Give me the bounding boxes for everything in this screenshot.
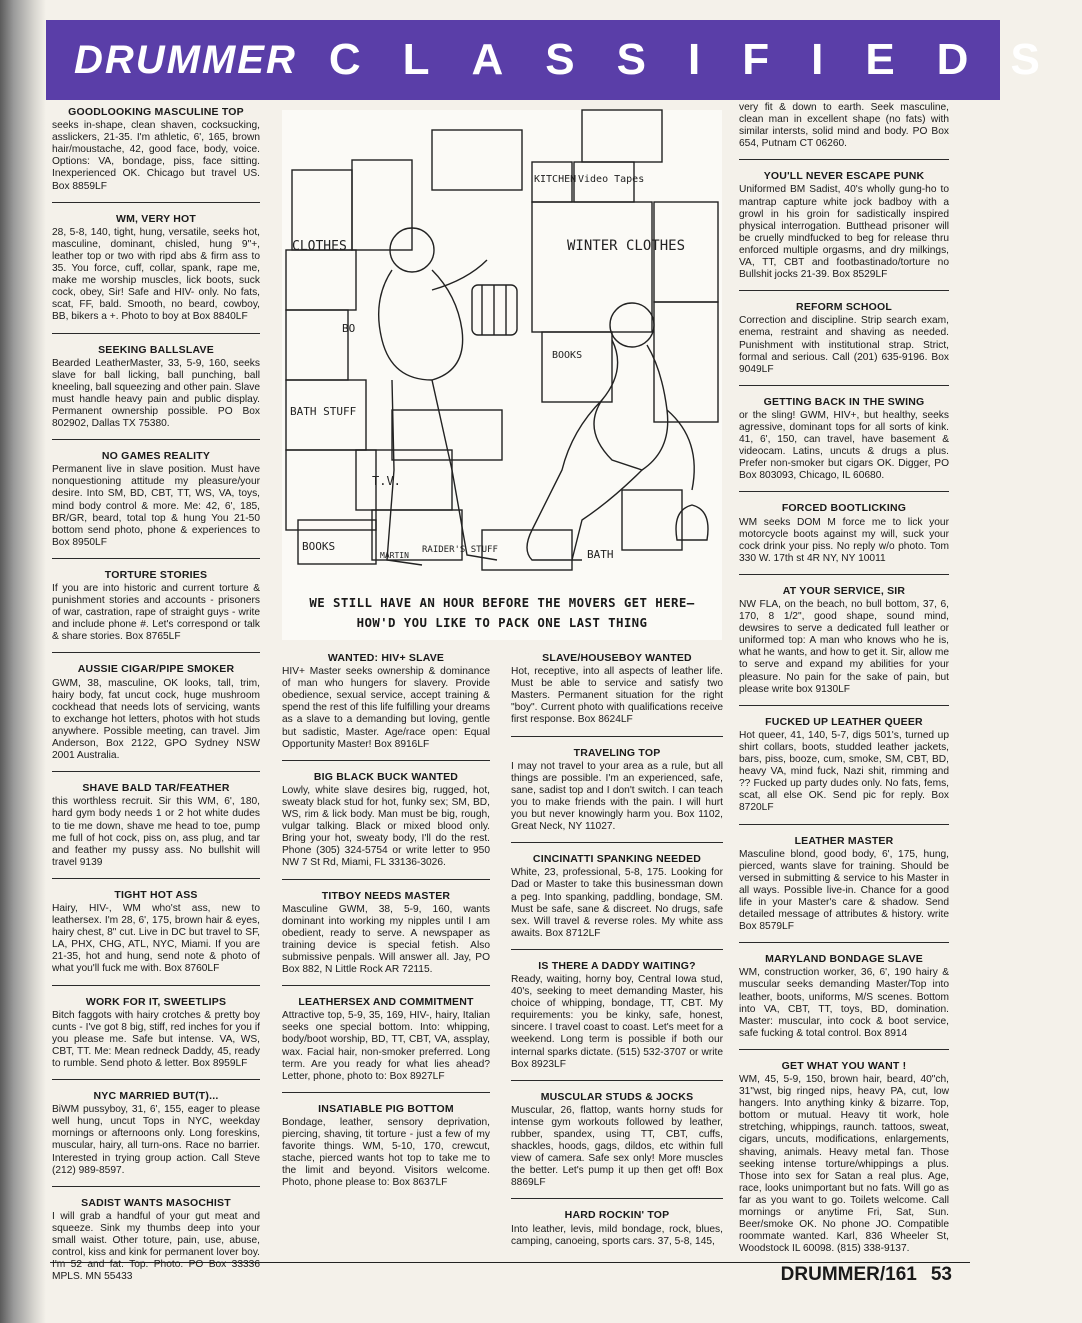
ad-body: Into leather, levis, mild bondage, rock, blues, camping, canoeing, sports cars. 37, 5-8, 145, (511, 1223, 723, 1247)
classified-ad (739, 396, 949, 483)
label-raiders-stuff: RAIDER'S STUFF (422, 545, 498, 555)
classified-ad (511, 853, 723, 940)
ad-body: Bondage, leather, sensory deprivation, piercing, shaving, tit torture - just a few of my favorite things. WM, 5-10, 170, crewcut, stache, pierced wants hot top to take me to the limit and beyond. Visitors welcome. Photo, phone please to: Box 8637LF (282, 1116, 490, 1189)
ad-body: Masculine GWM, 38, 5-9, 160, wants dominant into working my nipples until I am obedient, ready to serve. A newspaper as training device is special fetish. Also submissive penpals. Will answer all. Jay, PO Box 882, N Little Rock AR 72115. (282, 903, 490, 976)
ad-body: NW FLA, on the beach, no bull bottom, 37, 6, 170, 8 1/2", good shape, sound mind, dewsires to serve a dedicated full leather or uniformed top: A man who knows who he is, what he wants, and how to get it. Sir, allow me to serve and expand my abilities for your pleasure. No pain for the sake of pain, but please write box 9130LF (739, 599, 949, 695)
ad-body: BiWM pussyboy, 31, 6', 155, eager to please well hung, uncut Tops in NYC, weekday mornings or afternoons only. Long foreskins, muscular, hairy, all turn-ons. Race no barrier. Interested in trying group action. Call Steve (212) 989-8597. (52, 1104, 260, 1176)
classified-ad (282, 771, 490, 870)
ad-body: HIV+ Master seeks ownership & dominance of man who hungers for slavery. Provide obedience, sexual service, accept training & spend the rest of this life fulfilling your dreams as a slave to a demanding but loving, gentle but sadistic, Master. Age/race open: Equal Opportunity Master! Box 8916LF (282, 666, 490, 750)
page-footer (767, 1264, 952, 1286)
label-bath-stuff: BATH STUFF (290, 405, 357, 418)
classified-ad (739, 502, 949, 564)
ad-body: Permanent live in slave position. Must have nonquestioning attitude my pleasure/your desire. Into SM, BD, CBT, TT, WS, VA, toys, mind body control & more. Me: 42, 6', 185, BR/GR, beard, total top & hung You 21-50 bottom send photo, phone & experiences to Box 8950LF (52, 464, 260, 548)
ad-title: BIG BLACK BUCK WANTED (313, 770, 459, 783)
ad-title: LEATHER MASTER (794, 834, 894, 847)
ad-body: Hot, receptive, into all aspects of leather life. Must be able to service and satisfy two Masters. Permanent situation for the right "boy". Current photo with qualifications receive first response. Box 8624LF (511, 666, 723, 726)
ad-divider (282, 1092, 490, 1093)
ad-body: I will grab a handful of your gut meat and squeeze. Sink my thumbs deep into your small waist. Other toture, pain, use, abuse, control, kiss and kink for permanent lover boy. I'm 52 and fat. Top. Photo. PO Box 33336 MPLS. MN 55433 (52, 1210, 260, 1283)
ad-body: I may not travel to your area as a rule, but all things are possible. I'm an experienced, safe, sane, sadist top and I don't switch. I can teach you to make friends with the pain. I will hurt you but never knowingly harm you. Box 1102, Great Neck, NY 11027. (511, 760, 723, 833)
ad-divider (511, 736, 723, 737)
classified-ad (52, 106, 260, 193)
classified-ad (739, 835, 949, 934)
ad-body: Muscular, 26, flattop, wants horny studs for intense gym workouts followed by leather, rubber, spandex, using TT, CBT, cuffs, shackles, hoods, gags, dildos, etc within full view of camera. Safe sex only! More muscles the better. Let's pump it up then get off! Box 8869LF (511, 1104, 723, 1189)
ad-body: Lowly, white slave desires big, rugged, hot, sweaty black stud for hot, funky sex; SM, BD, WS, rim & lick body. Man must be big, rough, vulgar talking. Black or mixed blood only. Bring your hot, sweaty body, I'll do the rest. Phone (305) 324-5754 or write letter to 950 NW 7 St Rd, Miami, FL 33136-3026. (282, 784, 490, 869)
classified-ad (511, 652, 723, 727)
ad-title: SHAVE BALD TAR/FEATHER (82, 782, 230, 795)
classified-ad (739, 102, 949, 150)
ad-title: TORTURE STORIES (104, 568, 208, 581)
ad-body: Correction and discipline. Strip search exam, enema, restraint and shaving as needed. Punishment with institutional strap. Strict, formal and serious. Call (201) 635-9196. Box 9049LF (739, 315, 949, 375)
ad-body: or the sling! GWM, HIV+, but healthy, seeks agressive, dominant tops for all sorts of kink. 41, 6', 150, can travel, have basement & videocam. Latins, uncuts & drugs a plus. Prefer non-smoker but cigars OK. Digger, PO Box 803093, Chicago, IL 60680. (739, 409, 949, 482)
ad-divider (52, 1079, 260, 1080)
cartoon-drawing (282, 110, 722, 590)
ad-title: TITBOY NEEDS MASTER (321, 889, 451, 902)
classified-ad (739, 170, 949, 281)
ad-body: If you are into historic and current torture & punishment stories and accounts - prisoners of war, castration, rape of straight guys - write and include phone #. Let's correspond or talk & share stories. Box 8765LF (52, 583, 260, 643)
ad-divider (282, 879, 490, 880)
classified-ad (511, 960, 723, 1071)
classified-ad (739, 953, 949, 1040)
ad-divider (282, 985, 490, 986)
ad-title: INSATIABLE PIG BOTTOM (318, 1102, 454, 1115)
ad-divider (739, 942, 949, 943)
ad-body: WM seeks DOM M force me to lick your motorcycle boots against my will, suck your cock drink your piss. No reply w/o photo. Tom 330 W. 17th st 4R NY, NY 10011 (739, 516, 949, 564)
classified-ad (52, 1090, 260, 1177)
ad-body: GWM, 38, masculine, OK looks, tall, trim, hairy body, fat uncut cock, huge mushroom cockhead that needs lots of servicing, wants to exchange hot letters, photos with hot studs anywhere. Possible meeting, can travel. Jim Anderson, Box 2122, GPO Sydney NSW 2001 Australia. (52, 677, 260, 762)
ad-body: White, 23, professional, 5-8, 175. Looking for Dad or Master to take this businessman down a peg. Into spanking, paddling, bondage, SM. Must be safe, sane & discreet. No drugs, safe sex. Will travel & reverse roles. My white ass awaits. Box 8712LF (511, 867, 723, 939)
footer-issue: DRUMMER/161 (780, 1264, 917, 1285)
ad-body: WM, construction worker, 36, 6', 190 hairy & muscular seeks demanding Master/Top into leather, boots, uniforms, M/S scenes. Bottom into VA, CBT, TT, toys, BD, domination. Master: muscular, into cock & boot service, safe fucking & total control. Box 8914 (739, 967, 949, 1039)
ad-body: Hairy, HIV-, WM who'st ass, new to leathersex. I'm 28, 6', 175, brown hair & eyes, hairy chest, 8" cut. Live in DC but travel to SF, LA, PHX, CHG, ATL, NYC, Miami. If you are 21-35, hot and hung, send note & photo of what you'll fuck me with. Box 8760LF (52, 902, 260, 975)
classified-ad (52, 782, 260, 869)
ad-title: LEATHERSEX AND COMMITMENT (298, 996, 474, 1009)
ad-title: SLAVE/HOUSEBOY WANTED (542, 652, 692, 664)
classified-ad (282, 890, 490, 977)
ad-divider (739, 290, 949, 291)
label-tv: T.V. (372, 474, 401, 488)
label-books-1: BOOKS (552, 350, 583, 361)
ad-divider (52, 771, 260, 772)
classified-ad (52, 1197, 260, 1284)
column-2 (282, 652, 490, 1189)
ad-title: NO GAMES REALITY (101, 450, 211, 463)
section-title: CLASSIFIEDS (328, 35, 1082, 84)
ad-title: GET WHAT YOU WANT ! (781, 1059, 907, 1072)
ad-divider (739, 159, 949, 160)
classified-ad (52, 344, 260, 431)
label-bo: BO (342, 322, 356, 335)
ad-divider (739, 705, 949, 706)
footer-rule (50, 1262, 970, 1263)
ad-title: MARYLAND BONDAGE SLAVE (765, 953, 923, 966)
ad-title: HARD ROCKIN' TOP (564, 1209, 670, 1222)
column-3 (511, 652, 723, 1248)
label-winter-clothes: WINTER CLOTHES (567, 238, 686, 254)
ad-title: GETTING BACK IN THE SWING (763, 395, 925, 408)
ad-body: Masculine blond, good body, 6', 175, hung, pierced, wants slave for training. Should be versed in submitting & service to his Master in all ways. Possible live-in. Chance for a good life in your Master's care & shadow. Send detailed message of attributes & history. write Box 8579LF (739, 848, 949, 933)
classified-ad (511, 1209, 723, 1247)
classified-ad (511, 1091, 723, 1190)
column-1 (52, 106, 260, 1283)
ad-divider (739, 385, 949, 386)
classified-ad (739, 1060, 949, 1256)
ad-body: Hot queer, 41, 140, 5-7, digs 501's, turned up shirt collars, boots, studded leather jackets, bars, piss, booze, cum, smoke, SM, CBT, BD, heavy VA, mind fuck, Nazi shit, rimming and ?? Fucked up party dudes only. No fats, fems, scat, all else OK. Send pic for reply. Box 8720LF (739, 729, 949, 814)
label-kitchen: KITCHEN (534, 174, 577, 185)
classified-ad (52, 889, 260, 976)
ad-title: FORCED BOOTLICKING (781, 502, 907, 515)
label-clothes: CLOTHES (292, 239, 347, 254)
ad-title: AT YOUR SERVICE, SIR (782, 584, 906, 597)
ad-divider (739, 824, 949, 825)
ad-title: TRAVELING TOP (573, 746, 661, 759)
ad-divider (52, 878, 260, 879)
ad-divider (52, 985, 260, 986)
ad-title: WANTED: HIV+ SLAVE (327, 652, 445, 664)
ad-body: seeks in-shape, clean shaven, cocksucking, asslickers, 21-35. I'm athletic, 6', 165, brown hair/moustache, 42, good face, body, voice. Options: VA, bondage, piss, face sitting. Inexperienced OK. Chicago but travel US. Box 8859LF (52, 120, 260, 192)
ad-divider (52, 202, 260, 203)
cartoon-caption (282, 593, 722, 633)
ad-title: TIGHT HOT ASS (114, 888, 198, 901)
ad-body: Bitch faggots with hairy crotches & pretty boy cunts - I've got 8 big, stiff, red inches for you if you please me. Safe but intense. VA, WS, CBT, TT. Me: Mean redneck Daddy, 45, ready to rumble. Send photo & letter. Box 8959LF (52, 1009, 260, 1069)
ad-body: 28, 5-8, 140, tight, hung, versatile, seeks hot, masculine, dominant, chisled, hung 9"+, leather top or two with ripd abs & firm ass to 35. You force, cuff, collar, spank, rape me, make me worship muscles, lick boots, suck cock, obey, Sir! Safe and HIV- only. No fats, scat, FF, bald. Smooth, no beard, cowboy, BB, bikers a +. Photo to boy at Box 8840LF (52, 226, 260, 323)
ad-body: Attractive top, 5-9, 35, 169, HIV-, hairy, Italian seeks one special bottom. Into: whipping, body/boot worship, BD, TT, CBT, VA, assplay, wax. Facial hair, non-smoker preferred. Long term. Are you ready for what lies ahead? Letter, phone, photo to: Box 8927LF (282, 1010, 490, 1082)
classified-ad (282, 996, 490, 1083)
ad-body: WM, 45, 5-9, 150, brown hair, beard, 40"ch, 31"wst, big ringed nips, heavy PA, cut, low hangers. Into anything kinky & bizarre. Top, bottom or mutual. Heavy tit work, hole stretching, whippings, raunch. tattoos, sweat, cigars, uncuts, modifications, enlargements, shaving, animals. Heavy metal fan. Those seeking intense torture/whippings a plus. Those into sex for Satan a real plus. Age, race, looks unimportant but no fats. Will go as far as you want to go. Toilets welcome. Call mornings or anytime Fri, Sat, Sun. Beer/smoke OK. No phone JO. Compatible roommate wanted. Karl, 836 Wheeler St, Woodstock IL 60098. (815) 338-9137. (739, 1074, 949, 1255)
caption-line-2: HOW'D YOU LIKE TO PACK ONE LAST THING (356, 615, 648, 630)
ad-title: MUSCULAR STUDS & JOCKS (540, 1090, 694, 1103)
caption-line-1: WE STILL HAVE AN HOUR BEFORE THE MOVERS GET HERE— (309, 595, 695, 610)
ad-divider (52, 652, 260, 653)
ad-title: CINCINATTI SPANKING NEEDED (532, 853, 702, 866)
ad-title: WM, VERY HOT (116, 212, 196, 225)
ad-title: FUCKED UP LEATHER QUEER (765, 715, 923, 728)
ad-title: YOU'LL NEVER ESCAPE PUNK (763, 170, 925, 183)
classified-ad (52, 213, 260, 324)
ad-divider (282, 760, 490, 761)
ad-body: Uniformed BM Sadist, 40's wholly gung-ho to mantrap capture white jock badboy with a growl in his groin for sadistically inspired physical interrogation. Butthead prisoner will be cruelly mindfucked to beg for release thru enforced multiple orgasms, and dry milkings, VA, TT, CBT and footbastinado/torture no Bullshit jocks 21-39. Box 8529LF (739, 184, 949, 281)
header-banner (46, 20, 1082, 100)
classified-ad (739, 301, 949, 376)
ad-divider (739, 574, 949, 575)
ad-divider (511, 949, 723, 950)
classified-ad (52, 663, 260, 762)
classified-ad (52, 450, 260, 549)
classified-ad (739, 585, 949, 696)
label-martin: MARTIN (380, 551, 409, 560)
page-number: 53 (930, 1264, 952, 1285)
ad-title: NYC MARRIED BUT(T)... (93, 1090, 219, 1103)
ad-body: this worthless recruit. Sir this WM, 6', 180, hard gym body needs 1 or 2 hot white dudes to tie me down, shave me head to toe, pump me full of hot cock, piss on, ass plug, and tar and feather my pussy ass. No bullshit will travel 9139 (52, 796, 260, 868)
ad-divider (739, 1049, 949, 1050)
label-books-2: BOOKS (302, 540, 336, 553)
classified-ad (52, 996, 260, 1071)
ad-divider (52, 1186, 260, 1187)
ad-title: IS THERE A DADDY WAITING? (538, 959, 696, 972)
ad-title: GOODLOOKING MASCULINE TOP (68, 106, 244, 118)
ad-divider (52, 558, 260, 559)
classified-ad (739, 716, 949, 815)
ad-title: WORK FOR IT, SWEETLIPS (85, 995, 227, 1008)
ad-divider (52, 439, 260, 440)
ad-divider (511, 842, 723, 843)
classified-ad (511, 747, 723, 834)
ad-body: Bearded LeatherMaster, 33, 5-9, 160, seeks slave for ball licking, ball punching, ball kneeling, ball squeezing and other pain. Slave must handle heavy pain and public display. Permanent ownership possible. PO Box 802902, Dallas TX 75380. (52, 357, 260, 430)
label-bath: BATH (587, 548, 614, 561)
classified-ad (282, 1103, 490, 1190)
ad-body: Ready, waiting, horny boy, Central Iowa stud, 40's, seeking to meet demanding Master, his choice of whipping, bondage, TT, CBT. My requirements: you be kinky, safe, honest, sincere. I travel coast to coast. Let's meet for a weekend. Long term is possible if both our internal sparks dictate. (515) 532-3707 or write Box 8923LF (511, 973, 723, 1070)
ad-divider (52, 333, 260, 334)
ad-divider (739, 491, 949, 492)
ad-body: very fit & down to earth. Seek masculine, clean man in excellent shape (no fats) with similar intersts, solid mind and body. PO Box 654, Putnam CT 06260. (739, 102, 949, 150)
book-spine-shadow (0, 0, 46, 1323)
cartoon-illustration (282, 110, 722, 640)
column-4 (739, 102, 949, 1255)
ad-title: SADIST WANTS MASOCHIST (81, 1196, 231, 1209)
ad-title: AUSSIE CIGAR/PIPE SMOKER (77, 663, 235, 676)
magazine-title: DRUMMER (74, 37, 297, 82)
ad-title: REFORM SCHOOL (796, 301, 892, 314)
classified-ad (282, 652, 490, 751)
ad-divider (511, 1080, 723, 1081)
ad-title: SEEKING BALLSLAVE (98, 343, 214, 356)
label-videotapes: Video Tapes (578, 174, 645, 185)
classified-ad (52, 569, 260, 644)
ad-divider (511, 1198, 723, 1199)
